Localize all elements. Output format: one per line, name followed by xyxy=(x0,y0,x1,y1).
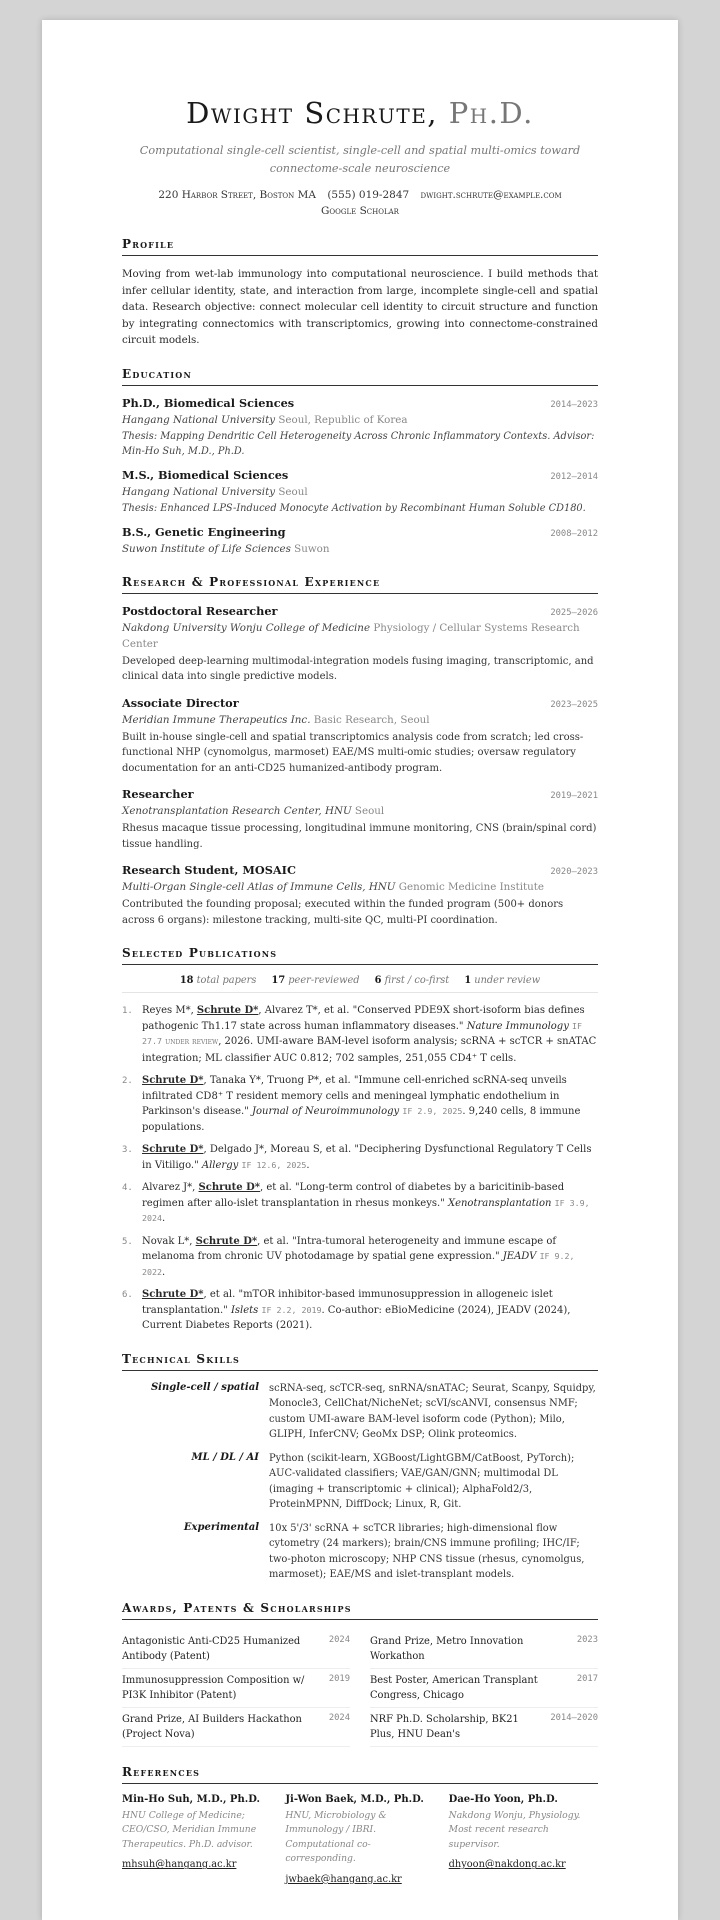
organization: Meridian Immune Therapeutics Inc. xyxy=(122,713,311,726)
contact-email[interactable]: dwight.schrute@example.com xyxy=(420,189,562,201)
institution: Hangang National University xyxy=(122,485,276,498)
description: Built in-house single-cell and spatial transcriptomics analysis code from scratch; led cross-functional NHP (cynomolgus, marmoset) EAE/MS multi-omic studies; oversaw regulatory documentation for an anti-CD25 humanized-antibody program. xyxy=(122,731,584,774)
thesis-note: Thesis: Enhanced LPS-Induced Monocyte Activation by Recombinant Human Soluble CD180. xyxy=(122,502,586,514)
skill-list: 10x 5'/3' scRNA + scTCR libraries; high-dimensional flow cytometry (24 markers); brain/CNS immune profiling; IHC/IF; two-photon microscopy; NHP CNS tissue (rhesus, cynomolgus, marmoset); EAE/MS and islet-transplant models. xyxy=(269,1522,585,1581)
date-range: 2023–2025 xyxy=(550,699,598,710)
references-section xyxy=(122,1765,598,1886)
profile-section xyxy=(122,237,598,349)
references-grid xyxy=(122,1794,598,1886)
unit: Genomic Medicine Institute xyxy=(398,881,545,894)
section-title: Research & Professional Experience xyxy=(122,575,598,594)
resume-page xyxy=(42,20,678,1920)
self-author: Schrute D* xyxy=(142,1289,204,1301)
google-scholar-link[interactable]: Google Scholar xyxy=(321,205,399,217)
degree: Ph.D., Biomedical Sciences xyxy=(122,395,295,410)
organization: Nakdong University Wonju College of Medicine xyxy=(122,621,371,634)
contact-address: 220 Harbor Street, Boston MA xyxy=(158,189,316,201)
publication-stats xyxy=(122,975,598,993)
experience-entry xyxy=(122,696,598,777)
stat-total: 18 total papers xyxy=(179,975,257,987)
publication-item: 3. Schrute D*, Delgado J*, Moreau S, et al. "Deciphering Dysfunctional Regulatory T Cells in Vitiligo." Allergy IF 12.6, 2025. xyxy=(122,1144,592,1171)
location: Seoul, Republic of Korea xyxy=(278,413,408,426)
award-item: Grand Prize, AI Builders Hackathon (Project Nova) 2024 xyxy=(122,1708,350,1747)
self-author: Schrute D* xyxy=(142,1144,204,1156)
education-entry xyxy=(122,396,598,459)
date-range: 2014–2023 xyxy=(550,399,598,410)
description: Rhesus macaque tissue processing, longitudinal immune monitoring, CNS (brain/spinal cord) tissue handling. xyxy=(122,823,597,850)
stat-under-review: 1 under review xyxy=(464,975,541,987)
candidate-name: Dwight Schrute, Ph.D. xyxy=(186,96,534,130)
description: Developed deep-learning multimodal-integration models fusing imaging, transcriptomic, and clinical data into single predictive models. xyxy=(122,655,594,683)
impact-factor: IF 3.9, 2024 xyxy=(142,1197,590,1224)
organization: Xenotransplantation Research Center, HNU xyxy=(122,805,352,818)
stat-first-author: 6 first / co-first xyxy=(374,975,450,987)
contact-info xyxy=(122,187,598,219)
date-range: 2012–2014 xyxy=(550,471,598,482)
impact-factor: IF 2.2, 2019 xyxy=(261,1304,322,1315)
self-author: Schrute D* xyxy=(196,1005,259,1017)
reference-name: Ji-Won Baek, M.D., Ph.D. xyxy=(285,1793,424,1805)
experience-entry xyxy=(122,604,598,685)
skills-grid xyxy=(122,1381,598,1583)
education-section xyxy=(122,367,598,557)
journal: Allergy xyxy=(201,1159,239,1171)
degree: B.S., Genetic Engineering xyxy=(122,524,286,539)
resume-header xyxy=(122,20,598,219)
self-author: Schrute D* xyxy=(198,1182,261,1194)
publication-item: 1. Reyes M*, Schrute D*, Alvarez T*, et al. "Conserved PDE9X short-isoform bias defines pathogenic Th1.17 state across human inflammatory diseases." Nature Immunology IF 27.7 under review, 2026. UMI-aware BAM-level isoform analysis; scRNA + scTCR + snATAC integration; ML classifier AUC 0.812; 702 samples, 251,055 CD4⁺ T cells. xyxy=(122,1005,597,1064)
experience-section xyxy=(122,575,598,929)
reference-email[interactable]: jwbaek@hangang.ac.kr xyxy=(285,1873,402,1885)
skill-category: ML / DL / AI xyxy=(191,1451,259,1463)
impact-factor: IF 2.9, 2025 xyxy=(402,1106,463,1117)
impact-factor: IF 9.2, 2022 xyxy=(142,1251,575,1277)
institution: Hangang National University xyxy=(122,413,276,426)
profile-text: Moving from wet-lab immunology into computational neuroscience. I build methods that infer cellular identity, state, and interaction from large, incomplete single-cell and spatial data. Research objective: connect molecular cell identity to circuit structure and function by integrating connectomics with transcriptomics, growing into connectome-constrained circuit models. xyxy=(122,268,598,347)
experience-entry xyxy=(122,863,598,928)
candidate-tagline: Computational single-cell scientist, single-cell and spatial multi-omics toward connectome-scale neuroscience xyxy=(139,144,581,175)
education-entry xyxy=(122,525,598,557)
awards-section xyxy=(122,1601,598,1747)
skill-list: Python (scikit-learn, XGBoost/LightGBM/CatBoost, PyTorch); AUC-validated classifiers; VAE/GAN/GNN; multimodal DL (imaging + transcriptomic + clinical); AlphaFold2/3, ProteinMPNN, DiffDock; Linux, R, Git. xyxy=(269,1452,575,1511)
skill-category: Experimental xyxy=(183,1521,259,1533)
section-title: References xyxy=(122,1765,598,1784)
section-title: Technical Skills xyxy=(122,1352,598,1371)
award-item: Grand Prize, Metro Innovation Workathon 2023 xyxy=(370,1630,598,1669)
publication-item: 6. Schrute D*, et al. "mTOR inhibitor-based immunosuppression in allogeneic islet transplantation." Islets IF 2.2, 2019. Co-author: eBioMedicine (2024), JEADV (2024), Current Diabetes Reports (2021). xyxy=(122,1289,571,1332)
review-status: under review xyxy=(165,1037,219,1048)
reference-affiliation: HNU, Microbiology & Immunology / IBRI. Computational co-corresponding. xyxy=(285,1809,387,1865)
date-range: 2008–2012 xyxy=(550,528,598,539)
education-entry xyxy=(122,468,598,516)
role: Research Student, MOSAIC xyxy=(122,863,296,878)
location: Suwon xyxy=(294,542,330,555)
reference-email[interactable]: dhyoon@nakdong.ac.kr xyxy=(448,1859,566,1871)
publication-item: 5. Novak L*, Schrute D*, et al. "Intra-tumoral heterogeneity and immune escape of melanoma from chronic UV photodamage by spatial gene expression." JEADV IF 9.2, 2022. xyxy=(122,1235,575,1278)
location: Seoul xyxy=(278,485,308,498)
reference-affiliation: HNU College of Medicine; CEO/CSO, Meridian Immune Therapeutics. Ph.D. advisor. xyxy=(122,1809,257,1850)
reference-name: Dae-Ho Yoon, Ph.D. xyxy=(448,1793,558,1805)
role: Associate Director xyxy=(122,695,239,710)
journal: JEADV xyxy=(502,1251,537,1263)
journal: Journal of Neuroimmunology xyxy=(252,1106,400,1118)
award-item: Best Poster, American Transplant Congress, Chicago 2017 xyxy=(370,1669,598,1708)
publications-section xyxy=(122,946,598,1334)
reference-email[interactable]: mhsuh@hangang.ac.kr xyxy=(122,1859,237,1871)
skill-category: Single-cell / spatial xyxy=(150,1381,259,1393)
publication-list xyxy=(122,1003,598,1334)
self-author: Schrute D* xyxy=(142,1075,204,1087)
journal: Islets xyxy=(230,1304,259,1316)
experience-entry xyxy=(122,787,598,852)
unit: Seoul xyxy=(354,805,385,818)
award-item: Immunosuppression Composition w/ PI3K Inhibitor (Patent) 2019 xyxy=(122,1669,350,1708)
degree: M.S., Biomedical Sciences xyxy=(122,467,289,482)
stat-peer-reviewed: 17 peer-reviewed xyxy=(271,975,360,987)
institution: Suwon Institute of Life Sciences xyxy=(122,542,291,555)
section-title: Profile xyxy=(122,237,598,256)
candidate-credential: Ph.D. xyxy=(448,96,534,130)
skill-list: scRNA-seq, scTCR-seq, snRNA/snATAC; Seurat, Scanpy, Squidpy, Monocle3, CellChat/NicheNet; scVI/scANVI, consensus NMF; custom UMI-aware BAM-level isoform code (Python); Milo, GLIPH, InferCNV; GeoMx DSP; Olink proteomics. xyxy=(269,1382,596,1441)
reference-affiliation: Nakdong Wonju, Physiology. Most recent research supervisor. xyxy=(448,1809,581,1850)
publication-item: 4. Alvarez J*, Schrute D*, et al. "Long-term control of diabetes by a baricitinib-based regimen after allo-islet transplantation in rhesus monkeys." Xenotransplantation IF 3.9, 2024. xyxy=(122,1182,590,1225)
organization: Multi-Organ Single-cell Atlas of Immune Cells, HNU xyxy=(122,881,396,894)
journal: Nature Immunology xyxy=(466,1020,569,1032)
section-title: Awards, Patents & Scholarships xyxy=(122,1601,598,1620)
role: Researcher xyxy=(122,787,194,802)
award-item: Antagonistic Anti-CD25 Humanized Antibody (Patent) 2024 xyxy=(122,1630,350,1669)
reference-name: Min-Ho Suh, M.D., Ph.D. xyxy=(122,1793,260,1805)
description: Contributed the founding proposal; executed within the funded program (500+ donors across 6 organs): milestone tracking, multi-site QC, multi-PI coordination. xyxy=(122,899,564,926)
impact-factor: IF 12.6, 2025 xyxy=(241,1159,307,1170)
section-title: Education xyxy=(122,367,598,386)
reference-item xyxy=(122,1794,271,1886)
unit: Basic Research, Seoul xyxy=(313,713,430,726)
journal: Xenotransplantation xyxy=(447,1197,552,1209)
reference-item xyxy=(449,1794,598,1886)
awards-grid xyxy=(122,1630,598,1747)
reference-item xyxy=(285,1794,434,1886)
skills-section xyxy=(122,1352,598,1583)
publication-item: 2. Schrute D*, Tanaka Y*, Truong P*, et al. "Immune cell-enriched scRNA-seq unveils infiltrated CD8⁺ T resident memory cells and meningeal lymphatic endothelium in Parkinson's disease." Journal of Neuroimmunology IF 2.9, 2025. 9,240 cells, 8 immune populations. xyxy=(122,1075,581,1133)
unit: Physiology / Cellular Systems Research Center xyxy=(122,621,580,650)
role: Postdoctoral Researcher xyxy=(122,603,278,618)
thesis-note: Thesis: Mapping Dendritic Cell Heterogeneity Across Chronic Inflammatory Contexts. Advisor: Min-Ho Suh, M.D., Ph.D. xyxy=(122,430,595,457)
section-title: Selected Publications xyxy=(122,946,598,965)
award-item: NRF Ph.D. Scholarship, BK21 Plus, HNU Dean's 2014–2020 xyxy=(370,1708,598,1747)
contact-phone: (555) 019-2847 xyxy=(327,189,410,201)
date-range: 2019–2021 xyxy=(550,791,598,802)
self-author: Schrute D* xyxy=(195,1235,258,1247)
date-range: 2020–2023 xyxy=(550,867,598,878)
impact-factor: IF 27.7 xyxy=(142,1020,583,1047)
date-range: 2025–2026 xyxy=(550,607,598,618)
